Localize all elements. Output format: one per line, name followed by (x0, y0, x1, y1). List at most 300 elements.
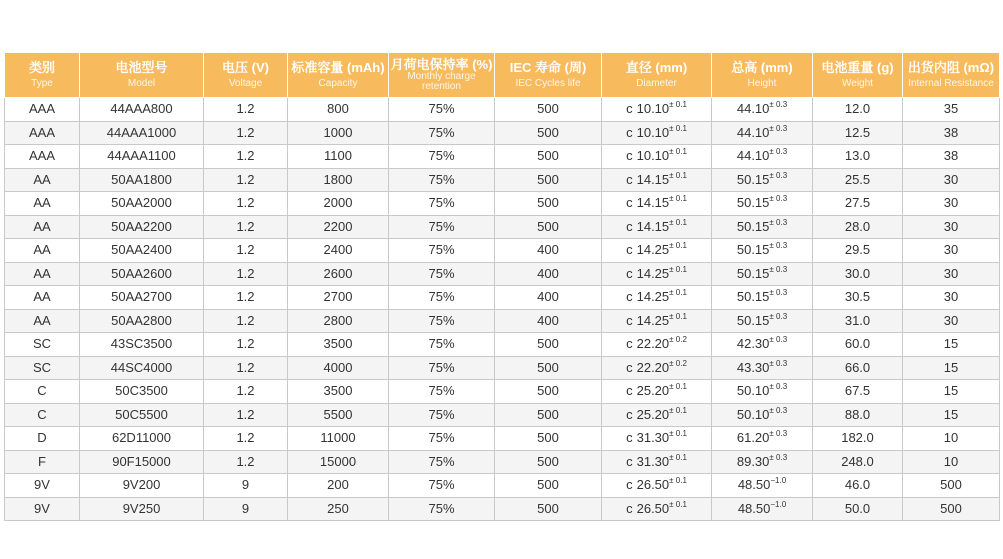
diameter-value: 10.10 (636, 101, 670, 117)
diameter-symbol: c (626, 265, 633, 281)
diameter-value: 14.25 (636, 312, 670, 328)
cell-cycles: 400 (495, 309, 602, 333)
cell-type: AAA (5, 145, 80, 169)
cell-capacity: 1800 (288, 168, 389, 192)
cell-retention: 75% (389, 333, 495, 357)
cell-model: 50AA2700 (80, 286, 204, 310)
cell-cycles: 500 (495, 168, 602, 192)
cell-diameter (602, 192, 712, 216)
cell-capacity: 3500 (288, 333, 389, 357)
cell-weight: 29.5 (813, 239, 903, 263)
cell-retention: 75% (389, 356, 495, 380)
cell-diameter (602, 403, 712, 427)
diameter-symbol: c (626, 171, 633, 187)
height-tolerance: ± 0.3 (769, 288, 788, 298)
cell-type: AAA (5, 121, 80, 145)
height-tolerance: ± 0.3 (769, 382, 788, 392)
cell-voltage: 9 (204, 474, 288, 498)
diameter-symbol: c (626, 289, 633, 305)
height-tolerance: ± 0.3 (769, 147, 788, 157)
cell-resistance: 30 (903, 286, 1000, 310)
cell-voltage: 9 (204, 497, 288, 521)
cell-cycles: 400 (495, 286, 602, 310)
diameter-value: 14.15 (636, 171, 670, 187)
diameter-symbol: c (626, 336, 633, 352)
cell-type: AA (5, 215, 80, 239)
diameter-value: 10.10 (636, 124, 670, 140)
height-value: 50.15 (736, 218, 770, 234)
cell-model: 50AA2200 (80, 215, 204, 239)
cell-cycles: 400 (495, 262, 602, 286)
cell-capacity: 1100 (288, 145, 389, 169)
diameter-symbol: c (626, 477, 633, 493)
diameter-value: 22.20 (636, 336, 670, 352)
cell-diameter (602, 121, 712, 145)
cell-diameter (602, 145, 712, 169)
cell-resistance: 500 (903, 474, 1000, 498)
cell-cycles: 500 (495, 450, 602, 474)
cell-height (712, 121, 813, 145)
cell-resistance: 38 (903, 121, 1000, 145)
cell-resistance: 15 (903, 403, 1000, 427)
cell-retention: 75% (389, 145, 495, 169)
cell-retention: 75% (389, 450, 495, 474)
diameter-value: 25.20 (636, 406, 670, 422)
diameter-value: 26.50 (636, 500, 670, 516)
cell-resistance: 500 (903, 497, 1000, 521)
height-tolerance: ± 0.3 (769, 264, 788, 274)
diameter-tolerance: ± 0.1 (669, 429, 687, 439)
cell-weight: 12.0 (813, 98, 903, 122)
col-header-retention: 月荷电保持率 (%) Monthly charge retention (389, 53, 495, 98)
cell-resistance: 35 (903, 98, 1000, 122)
cell-retention: 75% (389, 309, 495, 333)
cell-retention: 75% (389, 403, 495, 427)
cell-retention: 75% (389, 98, 495, 122)
col-header-diameter: 直径 (mm) Diameter (602, 53, 712, 98)
cell-weight: 50.0 (813, 497, 903, 521)
cell-cycles: 500 (495, 333, 602, 357)
cell-voltage: 1.2 (204, 239, 288, 263)
cell-model: 50C3500 (80, 380, 204, 404)
col-header-resistance: 出货内阻 (mΩ) Internal Resistance (903, 53, 1000, 98)
cell-height (712, 192, 813, 216)
cell-diameter (602, 239, 712, 263)
cell-resistance: 15 (903, 380, 1000, 404)
cell-model: 50AA2800 (80, 309, 204, 333)
diameter-value: 14.15 (636, 218, 670, 234)
cell-voltage: 1.2 (204, 356, 288, 380)
cell-diameter (602, 450, 712, 474)
diameter-symbol: c (626, 383, 633, 399)
cell-resistance: 30 (903, 192, 1000, 216)
height-tolerance: ± 0.3 (769, 405, 788, 415)
cell-cycles: 500 (495, 145, 602, 169)
cell-voltage: 1.2 (204, 262, 288, 286)
cell-cycles: 500 (495, 427, 602, 451)
cell-capacity: 2800 (288, 309, 389, 333)
height-tolerance: ± 0.3 (769, 335, 788, 345)
table-row (5, 262, 1000, 286)
cell-type: AA (5, 192, 80, 216)
table-row (5, 239, 1000, 263)
cell-diameter (602, 427, 712, 451)
cell-type: AA (5, 262, 80, 286)
height-value: 42.30 (736, 336, 770, 352)
height-tolerance: ± 0.3 (769, 452, 788, 462)
cell-type: AA (5, 239, 80, 263)
cell-diameter (602, 262, 712, 286)
diameter-symbol: c (626, 312, 633, 328)
cell-resistance: 15 (903, 356, 1000, 380)
col-header-type: 类别 Type (5, 53, 80, 98)
height-tolerance: ± 0.3 (769, 194, 788, 204)
height-tolerance: ± 0.3 (769, 241, 788, 251)
diameter-symbol: c (626, 406, 633, 422)
cell-voltage: 1.2 (204, 98, 288, 122)
cell-voltage: 1.2 (204, 333, 288, 357)
cell-type: 9V (5, 474, 80, 498)
cell-retention: 75% (389, 380, 495, 404)
diameter-symbol: c (626, 124, 633, 140)
cell-capacity: 2600 (288, 262, 389, 286)
cell-model: 50AA2000 (80, 192, 204, 216)
diameter-symbol: c (626, 500, 633, 516)
cell-weight: 25.5 (813, 168, 903, 192)
col-header-weight: 电池重量 (g) Weight (813, 53, 903, 98)
cell-diameter (602, 356, 712, 380)
cell-cycles: 500 (495, 192, 602, 216)
table-row (5, 356, 1000, 380)
cell-capacity: 2700 (288, 286, 389, 310)
col-header-capacity: 标准容量 (mAh) Capacity (288, 53, 389, 98)
height-tolerance: ± 0.3 (769, 123, 788, 133)
cell-type: SC (5, 356, 80, 380)
diameter-value: 14.15 (636, 195, 670, 211)
cell-weight: 66.0 (813, 356, 903, 380)
height-tolerance: −1.0 (770, 476, 787, 486)
cell-voltage: 1.2 (204, 192, 288, 216)
height-value: 50.15 (736, 195, 770, 211)
height-tolerance: ± 0.3 (769, 429, 788, 439)
diameter-symbol: c (626, 218, 633, 234)
height-value: 48.50 (737, 477, 771, 493)
diameter-tolerance: ± 0.2 (669, 358, 687, 368)
cell-weight: 248.0 (813, 450, 903, 474)
cell-model: 44SC4000 (80, 356, 204, 380)
diameter-value: 31.30 (636, 430, 670, 446)
cell-capacity: 5500 (288, 403, 389, 427)
height-value: 89.30 (736, 453, 770, 469)
table-row (5, 168, 1000, 192)
cell-retention: 75% (389, 474, 495, 498)
cell-diameter (602, 474, 712, 498)
cell-voltage: 1.2 (204, 215, 288, 239)
cell-height (712, 215, 813, 239)
cell-height (712, 239, 813, 263)
cell-capacity: 2200 (288, 215, 389, 239)
cell-weight: 67.5 (813, 380, 903, 404)
height-value: 48.50 (737, 500, 771, 516)
diameter-tolerance: ± 0.1 (669, 311, 687, 321)
height-value: 50.15 (736, 312, 770, 328)
cell-retention: 75% (389, 192, 495, 216)
cell-cycles: 500 (495, 380, 602, 404)
cell-model: 44AAA800 (80, 98, 204, 122)
cell-voltage: 1.2 (204, 380, 288, 404)
diameter-tolerance: ± 0.1 (669, 499, 687, 509)
cell-resistance: 30 (903, 262, 1000, 286)
table-header (5, 53, 1000, 98)
cell-capacity: 4000 (288, 356, 389, 380)
diameter-symbol: c (626, 359, 633, 375)
table-body (5, 98, 1000, 521)
cell-cycles: 500 (495, 356, 602, 380)
height-value: 61.20 (736, 430, 770, 446)
cell-cycles: 500 (495, 403, 602, 427)
cell-height (712, 380, 813, 404)
table-row (5, 98, 1000, 122)
cell-weight: 60.0 (813, 333, 903, 357)
col-header-model: 电池型号 Model (80, 53, 204, 98)
diameter-tolerance: ± 0.1 (669, 217, 687, 227)
height-value: 44.10 (736, 148, 770, 164)
cell-weight: 88.0 (813, 403, 903, 427)
table-row (5, 333, 1000, 357)
diameter-value: 14.25 (636, 242, 670, 258)
diameter-symbol: c (626, 195, 633, 211)
diameter-value: 14.25 (636, 265, 670, 281)
cell-type: F (5, 450, 80, 474)
col-header-voltage: 电压 (V) Voltage (204, 53, 288, 98)
cell-resistance: 10 (903, 427, 1000, 451)
cell-type: AA (5, 309, 80, 333)
cell-weight: 31.0 (813, 309, 903, 333)
cell-type: AAA (5, 98, 80, 122)
cell-capacity: 200 (288, 474, 389, 498)
diameter-tolerance: ± 0.1 (669, 382, 687, 392)
table-row (5, 497, 1000, 521)
cell-capacity: 1000 (288, 121, 389, 145)
cell-type: C (5, 380, 80, 404)
cell-height (712, 168, 813, 192)
cell-retention: 75% (389, 239, 495, 263)
diameter-tolerance: ± 0.1 (669, 194, 687, 204)
cell-cycles: 400 (495, 239, 602, 263)
cell-diameter (602, 286, 712, 310)
diameter-symbol: c (626, 453, 633, 469)
cell-retention: 75% (389, 286, 495, 310)
cell-diameter (602, 309, 712, 333)
cell-height (712, 145, 813, 169)
diameter-tolerance: ± 0.1 (669, 264, 687, 274)
cell-diameter (602, 497, 712, 521)
cell-height (712, 474, 813, 498)
cell-cycles: 500 (495, 474, 602, 498)
cell-cycles: 500 (495, 215, 602, 239)
battery-spec-table (4, 52, 1000, 521)
cell-model: 43SC3500 (80, 333, 204, 357)
cell-height (712, 497, 813, 521)
cell-model: 50AA1800 (80, 168, 204, 192)
cell-retention: 75% (389, 497, 495, 521)
cell-model: 62D11000 (80, 427, 204, 451)
cell-diameter (602, 333, 712, 357)
diameter-value: 26.50 (636, 477, 670, 493)
cell-capacity: 11000 (288, 427, 389, 451)
cell-voltage: 1.2 (204, 403, 288, 427)
diameter-tolerance: ± 0.1 (669, 123, 687, 133)
cell-type: AA (5, 168, 80, 192)
table-row (5, 192, 1000, 216)
diameter-tolerance: ± 0.1 (669, 147, 687, 157)
cell-model: 9V250 (80, 497, 204, 521)
height-tolerance: ± 0.3 (769, 217, 788, 227)
cell-height (712, 356, 813, 380)
height-tolerance: ± 0.3 (769, 100, 788, 110)
height-value: 44.10 (736, 101, 770, 117)
cell-resistance: 15 (903, 333, 1000, 357)
diameter-tolerance: ± 0.1 (669, 476, 687, 486)
cell-weight: 28.0 (813, 215, 903, 239)
cell-model: 9V200 (80, 474, 204, 498)
cell-height (712, 450, 813, 474)
cell-type: D (5, 427, 80, 451)
cell-weight: 46.0 (813, 474, 903, 498)
cell-model: 50AA2400 (80, 239, 204, 263)
table-row (5, 380, 1000, 404)
cell-diameter (602, 168, 712, 192)
cell-height (712, 286, 813, 310)
cell-height (712, 333, 813, 357)
battery-spec-table-container (4, 52, 999, 521)
cell-type: 9V (5, 497, 80, 521)
cell-height (712, 262, 813, 286)
diameter-value: 31.30 (636, 453, 670, 469)
cell-cycles: 500 (495, 98, 602, 122)
cell-capacity: 3500 (288, 380, 389, 404)
cell-model: 50C5500 (80, 403, 204, 427)
cell-resistance: 30 (903, 239, 1000, 263)
diameter-tolerance: ± 0.1 (669, 241, 687, 251)
height-value: 50.15 (736, 171, 770, 187)
cell-model: 44AAA1000 (80, 121, 204, 145)
height-value: 44.10 (736, 124, 770, 140)
table-row (5, 145, 1000, 169)
height-tolerance: ± 0.3 (769, 311, 788, 321)
cell-height (712, 403, 813, 427)
cell-resistance: 30 (903, 215, 1000, 239)
height-value: 50.15 (736, 242, 770, 258)
cell-retention: 75% (389, 215, 495, 239)
diameter-value: 22.20 (636, 359, 670, 375)
cell-model: 50AA2600 (80, 262, 204, 286)
cell-diameter (602, 380, 712, 404)
col-header-cycles: IEC 寿命 (周) IEC Cycles life (495, 53, 602, 98)
diameter-symbol: c (626, 430, 633, 446)
cell-weight: 30.5 (813, 286, 903, 310)
cell-voltage: 1.2 (204, 427, 288, 451)
cell-capacity: 800 (288, 98, 389, 122)
cell-cycles: 500 (495, 121, 602, 145)
cell-type: SC (5, 333, 80, 357)
cell-voltage: 1.2 (204, 450, 288, 474)
diameter-value: 10.10 (636, 148, 670, 164)
cell-weight: 30.0 (813, 262, 903, 286)
cell-capacity: 2400 (288, 239, 389, 263)
height-value: 50.15 (736, 265, 770, 281)
cell-diameter (602, 98, 712, 122)
table-row (5, 121, 1000, 145)
height-tolerance: ± 0.3 (769, 170, 788, 180)
cell-capacity: 15000 (288, 450, 389, 474)
cell-type: C (5, 403, 80, 427)
col-header-height: 总高 (mm) Height (712, 53, 813, 98)
diameter-symbol: c (626, 242, 633, 258)
cell-weight: 182.0 (813, 427, 903, 451)
cell-model: 44AAA1100 (80, 145, 204, 169)
cell-diameter (602, 215, 712, 239)
table-row (5, 450, 1000, 474)
cell-retention: 75% (389, 427, 495, 451)
cell-weight: 13.0 (813, 145, 903, 169)
height-value: 50.15 (736, 289, 770, 305)
height-tolerance: −1.0 (770, 499, 787, 509)
diameter-tolerance: ± 0.1 (669, 288, 687, 298)
diameter-symbol: c (626, 101, 633, 117)
cell-resistance: 10 (903, 450, 1000, 474)
cell-voltage: 1.2 (204, 121, 288, 145)
cell-height (712, 98, 813, 122)
cell-height (712, 427, 813, 451)
cell-cycles: 500 (495, 497, 602, 521)
cell-capacity: 2000 (288, 192, 389, 216)
diameter-tolerance: ± 0.1 (669, 452, 687, 462)
height-value: 50.10 (736, 383, 770, 399)
cell-resistance: 30 (903, 309, 1000, 333)
cell-height (712, 309, 813, 333)
diameter-tolerance: ± 0.1 (669, 100, 687, 110)
diameter-tolerance: ± 0.1 (669, 405, 687, 415)
table-row (5, 427, 1000, 451)
cell-resistance: 30 (903, 168, 1000, 192)
diameter-value: 25.20 (636, 383, 670, 399)
height-tolerance: ± 0.3 (769, 358, 788, 368)
cell-retention: 75% (389, 262, 495, 286)
cell-voltage: 1.2 (204, 309, 288, 333)
table-row (5, 286, 1000, 310)
height-value: 50.10 (736, 406, 770, 422)
cell-voltage: 1.2 (204, 145, 288, 169)
height-value: 43.30 (736, 359, 770, 375)
header-row (5, 53, 1000, 98)
cell-resistance: 38 (903, 145, 1000, 169)
diameter-value: 14.25 (636, 289, 670, 305)
table-row (5, 403, 1000, 427)
cell-type: AA (5, 286, 80, 310)
table-row (5, 474, 1000, 498)
cell-weight: 12.5 (813, 121, 903, 145)
table-row (5, 215, 1000, 239)
cell-capacity: 250 (288, 497, 389, 521)
cell-voltage: 1.2 (204, 286, 288, 310)
table-row (5, 309, 1000, 333)
cell-retention: 75% (389, 168, 495, 192)
diameter-symbol: c (626, 148, 633, 164)
cell-model: 90F15000 (80, 450, 204, 474)
cell-weight: 27.5 (813, 192, 903, 216)
diameter-tolerance: ± 0.2 (669, 335, 687, 345)
